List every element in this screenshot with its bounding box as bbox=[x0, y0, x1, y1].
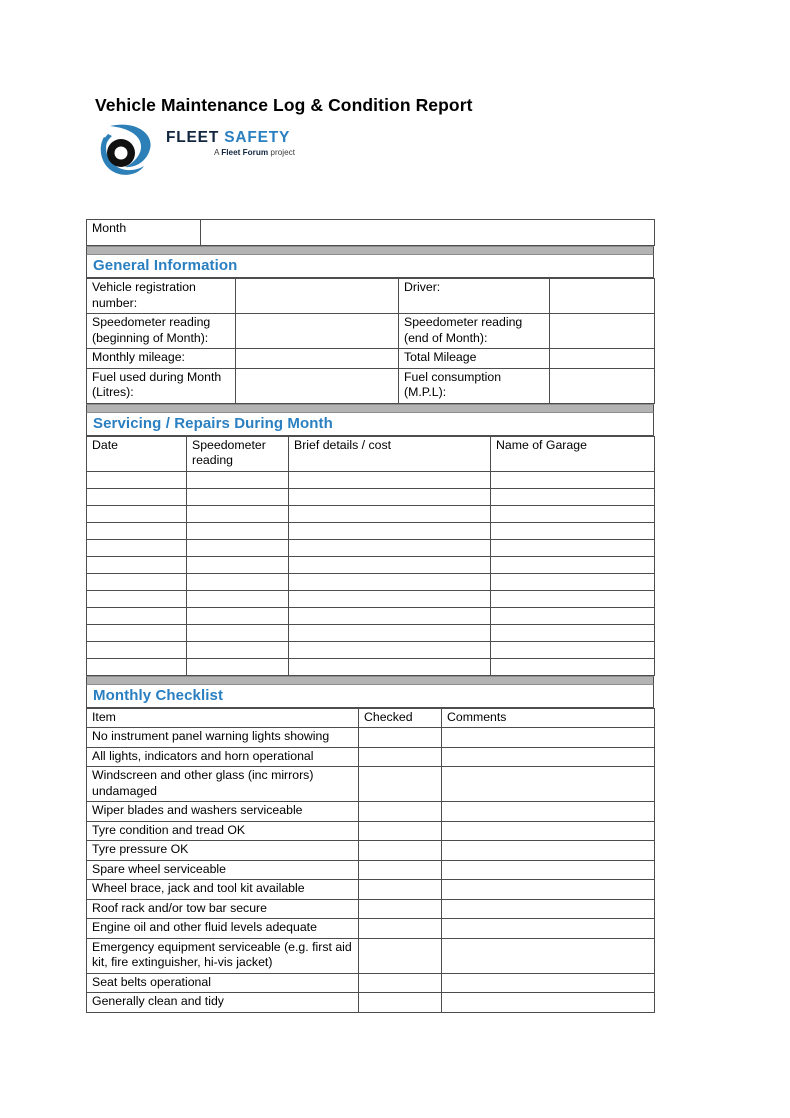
checklist-comments-field[interactable] bbox=[442, 919, 655, 939]
servicing-cell-brief-details-cost[interactable] bbox=[289, 641, 491, 658]
label-monthly-mileage: Monthly mileage: bbox=[87, 349, 236, 369]
table-row bbox=[87, 973, 655, 993]
checklist-item-label: Windscreen and other glass (inc mirrors) undamaged bbox=[87, 767, 359, 802]
servicing-cell-name-of-garage[interactable] bbox=[491, 641, 655, 658]
logo-tagline-prefix: A bbox=[213, 148, 222, 157]
table-row bbox=[87, 488, 655, 505]
servicing-cell-date[interactable] bbox=[87, 573, 187, 590]
column-header-date: Date bbox=[87, 436, 187, 471]
field-fuel-used[interactable] bbox=[236, 368, 399, 403]
servicing-cell-speedometer-reading[interactable] bbox=[187, 488, 289, 505]
checklist-item-label: Spare wheel serviceable bbox=[87, 860, 359, 880]
checklist-checked-field[interactable] bbox=[359, 728, 442, 748]
fleet-safety-logo bbox=[96, 120, 296, 182]
checklist-item-label: All lights, indicators and horn operational bbox=[87, 747, 359, 767]
section-heading-servicing-repairs: Servicing / Repairs During Month bbox=[86, 413, 654, 436]
servicing-cell-speedometer-reading[interactable] bbox=[187, 573, 289, 590]
section-separator-bar bbox=[86, 404, 654, 413]
column-header-name-of-garage: Name of Garage bbox=[491, 436, 655, 471]
table-row bbox=[87, 899, 655, 919]
label-fuel-used: Fuel used during Month (Litres): bbox=[87, 368, 236, 403]
month-table bbox=[86, 219, 655, 246]
page-title: Vehicle Maintenance Log & Condition Report bbox=[95, 95, 473, 115]
checklist-checked-field[interactable] bbox=[359, 973, 442, 993]
checklist-checked-field[interactable] bbox=[359, 802, 442, 822]
servicing-cell-brief-details-cost[interactable] bbox=[289, 658, 491, 675]
servicing-cell-date[interactable] bbox=[87, 624, 187, 641]
checklist-comments-field[interactable] bbox=[442, 880, 655, 900]
checklist-comments-field[interactable] bbox=[442, 747, 655, 767]
servicing-cell-name-of-garage[interactable] bbox=[491, 522, 655, 539]
table-row bbox=[87, 522, 655, 539]
servicing-cell-date[interactable] bbox=[87, 522, 187, 539]
servicing-cell-speedometer-reading[interactable] bbox=[187, 590, 289, 607]
servicing-cell-speedometer-reading[interactable] bbox=[187, 505, 289, 522]
table-row bbox=[87, 590, 655, 607]
column-header-comments: Comments bbox=[442, 708, 655, 728]
servicing-cell-speedometer-reading[interactable] bbox=[187, 624, 289, 641]
checklist-comments-field[interactable] bbox=[442, 821, 655, 841]
checklist-comments-field[interactable] bbox=[442, 993, 655, 1013]
general-information-table bbox=[86, 278, 655, 404]
field-speedometer-end[interactable] bbox=[550, 314, 655, 349]
checklist-comments-field[interactable] bbox=[442, 938, 655, 973]
table-row bbox=[87, 728, 655, 748]
table-row bbox=[87, 314, 655, 349]
servicing-cell-date[interactable] bbox=[87, 607, 187, 624]
logo-word-safety: SAFETY bbox=[224, 129, 291, 146]
checklist-item-label: Generally clean and tidy bbox=[87, 993, 359, 1013]
logo-tagline bbox=[166, 147, 296, 158]
column-header-checked: Checked bbox=[359, 708, 442, 728]
label-speedometer-end: Speedometer reading (end of Month): bbox=[399, 314, 550, 349]
table-row bbox=[87, 938, 655, 973]
servicing-cell-name-of-garage[interactable] bbox=[491, 471, 655, 488]
servicing-cell-date[interactable] bbox=[87, 539, 187, 556]
table-row bbox=[87, 556, 655, 573]
table-row bbox=[87, 993, 655, 1013]
table-row bbox=[87, 539, 655, 556]
servicing-cell-name-of-garage[interactable] bbox=[491, 488, 655, 505]
checklist-item-label: Roof rack and/or tow bar secure bbox=[87, 899, 359, 919]
column-header-speedometer-reading: Speedometer reading bbox=[187, 436, 289, 471]
table-row bbox=[87, 821, 655, 841]
section-heading-general-information: General Information bbox=[86, 255, 654, 278]
table-row bbox=[87, 880, 655, 900]
servicing-cell-brief-details-cost[interactable] bbox=[289, 488, 491, 505]
checklist-item-label: Wiper blades and washers serviceable bbox=[87, 802, 359, 822]
servicing-cell-brief-details-cost[interactable] bbox=[289, 607, 491, 624]
servicing-cell-brief-details-cost[interactable] bbox=[289, 573, 491, 590]
table-row bbox=[87, 471, 655, 488]
section-separator-bar bbox=[86, 246, 654, 255]
servicing-cell-date[interactable] bbox=[87, 488, 187, 505]
checklist-item-label: Wheel brace, jack and tool kit available bbox=[87, 880, 359, 900]
label-fuel-consumption: Fuel consumption (M.P.L): bbox=[399, 368, 550, 403]
checklist-item-label: No instrument panel warning lights showing bbox=[87, 728, 359, 748]
servicing-cell-name-of-garage[interactable] bbox=[491, 590, 655, 607]
table-row bbox=[87, 641, 655, 658]
table-row bbox=[87, 349, 655, 369]
checklist-checked-field[interactable] bbox=[359, 919, 442, 939]
table-row bbox=[87, 505, 655, 522]
servicing-cell-name-of-garage[interactable] bbox=[491, 607, 655, 624]
servicing-cell-brief-details-cost[interactable] bbox=[289, 522, 491, 539]
servicing-cell-speedometer-reading[interactable] bbox=[187, 641, 289, 658]
servicing-cell-name-of-garage[interactable] bbox=[491, 624, 655, 641]
checklist-checked-field[interactable] bbox=[359, 899, 442, 919]
table-row bbox=[87, 919, 655, 939]
label-vehicle-registration: Vehicle registration number: bbox=[87, 279, 236, 314]
servicing-cell-date[interactable] bbox=[87, 590, 187, 607]
servicing-cell-name-of-garage[interactable] bbox=[491, 658, 655, 675]
label-driver: Driver: bbox=[399, 279, 550, 314]
servicing-cell-speedometer-reading[interactable] bbox=[187, 658, 289, 675]
checklist-checked-field[interactable] bbox=[359, 938, 442, 973]
servicing-cell-speedometer-reading[interactable] bbox=[187, 607, 289, 624]
servicing-cell-brief-details-cost[interactable] bbox=[289, 624, 491, 641]
table-row bbox=[87, 607, 655, 624]
table-row bbox=[87, 624, 655, 641]
checklist-comments-field[interactable] bbox=[442, 802, 655, 822]
field-fuel-consumption[interactable] bbox=[550, 368, 655, 403]
servicing-cell-date[interactable] bbox=[87, 658, 187, 675]
checklist-item-label: Emergency equipment serviceable (e.g. first aid kit, fire extinguisher, hi-vis jacket) bbox=[87, 938, 359, 973]
checklist-checked-field[interactable] bbox=[359, 993, 442, 1013]
servicing-cell-speedometer-reading[interactable] bbox=[187, 539, 289, 556]
checklist-checked-field[interactable] bbox=[359, 821, 442, 841]
servicing-cell-brief-details-cost[interactable] bbox=[289, 471, 491, 488]
servicing-cell-speedometer-reading[interactable] bbox=[187, 471, 289, 488]
servicing-cell-brief-details-cost[interactable] bbox=[289, 539, 491, 556]
label-total-mileage: Total Mileage bbox=[399, 349, 550, 369]
checklist-comments-field[interactable] bbox=[442, 860, 655, 880]
field-driver[interactable] bbox=[550, 279, 655, 314]
table-row bbox=[87, 767, 655, 802]
checklist-checked-field[interactable] bbox=[359, 860, 442, 880]
servicing-cell-speedometer-reading[interactable] bbox=[187, 556, 289, 573]
checklist-comments-field[interactable] bbox=[442, 973, 655, 993]
table-row bbox=[87, 573, 655, 590]
logo-tagline-bold: Fleet Forum bbox=[221, 148, 269, 157]
month-value-field[interactable] bbox=[201, 220, 655, 246]
field-vehicle-registration[interactable] bbox=[236, 279, 399, 314]
servicing-cell-speedometer-reading[interactable] bbox=[187, 522, 289, 539]
servicing-cell-date[interactable] bbox=[87, 556, 187, 573]
servicing-cell-brief-details-cost[interactable] bbox=[289, 590, 491, 607]
table-row bbox=[87, 802, 655, 822]
month-label: Month bbox=[87, 220, 201, 246]
maintenance-form bbox=[86, 219, 654, 1013]
checklist-checked-field[interactable] bbox=[359, 767, 442, 802]
field-speedometer-begin[interactable] bbox=[236, 314, 399, 349]
table-row bbox=[87, 841, 655, 861]
monthly-checklist-table bbox=[86, 708, 655, 1013]
checklist-comments-field[interactable] bbox=[442, 899, 655, 919]
section-separator-bar bbox=[86, 676, 654, 685]
column-header-item: Item bbox=[87, 708, 359, 728]
checklist-item-label: Tyre condition and tread OK bbox=[87, 821, 359, 841]
servicing-cell-name-of-garage[interactable] bbox=[491, 505, 655, 522]
table-row bbox=[87, 279, 655, 314]
table-header-row bbox=[87, 436, 655, 471]
checklist-checked-field[interactable] bbox=[359, 880, 442, 900]
field-total-mileage[interactable] bbox=[550, 349, 655, 369]
servicing-repairs-table bbox=[86, 436, 655, 676]
servicing-cell-date[interactable] bbox=[87, 471, 187, 488]
table-row bbox=[87, 860, 655, 880]
fleet-safety-logo-icon bbox=[96, 120, 162, 180]
label-speedometer-begin: Speedometer reading (beginning of Month): bbox=[87, 314, 236, 349]
table-row bbox=[87, 658, 655, 675]
checklist-comments-field[interactable] bbox=[442, 767, 655, 802]
checklist-item-label: Engine oil and other fluid levels adequate bbox=[87, 919, 359, 939]
servicing-cell-name-of-garage[interactable] bbox=[491, 556, 655, 573]
field-monthly-mileage[interactable] bbox=[236, 349, 399, 369]
table-header-row bbox=[87, 708, 655, 728]
checklist-item-label: Tyre pressure OK bbox=[87, 841, 359, 861]
checklist-comments-field[interactable] bbox=[442, 728, 655, 748]
logo-word-fleet: FLEET bbox=[166, 129, 220, 146]
checklist-comments-field[interactable] bbox=[442, 841, 655, 861]
servicing-cell-date[interactable] bbox=[87, 505, 187, 522]
servicing-cell-brief-details-cost[interactable] bbox=[289, 505, 491, 522]
table-row bbox=[87, 368, 655, 403]
checklist-item-label: Seat belts operational bbox=[87, 973, 359, 993]
checklist-checked-field[interactable] bbox=[359, 747, 442, 767]
servicing-cell-name-of-garage[interactable] bbox=[491, 573, 655, 590]
table-row bbox=[87, 747, 655, 767]
servicing-cell-name-of-garage[interactable] bbox=[491, 539, 655, 556]
section-heading-monthly-checklist: Monthly Checklist bbox=[86, 685, 654, 708]
logo-tagline-suffix: project bbox=[268, 148, 295, 157]
column-header-brief-details-cost: Brief details / cost bbox=[289, 436, 491, 471]
checklist-checked-field[interactable] bbox=[359, 841, 442, 861]
fleet-safety-logo-text bbox=[166, 129, 296, 158]
table-row bbox=[87, 220, 655, 246]
servicing-cell-date[interactable] bbox=[87, 641, 187, 658]
servicing-cell-brief-details-cost[interactable] bbox=[289, 556, 491, 573]
